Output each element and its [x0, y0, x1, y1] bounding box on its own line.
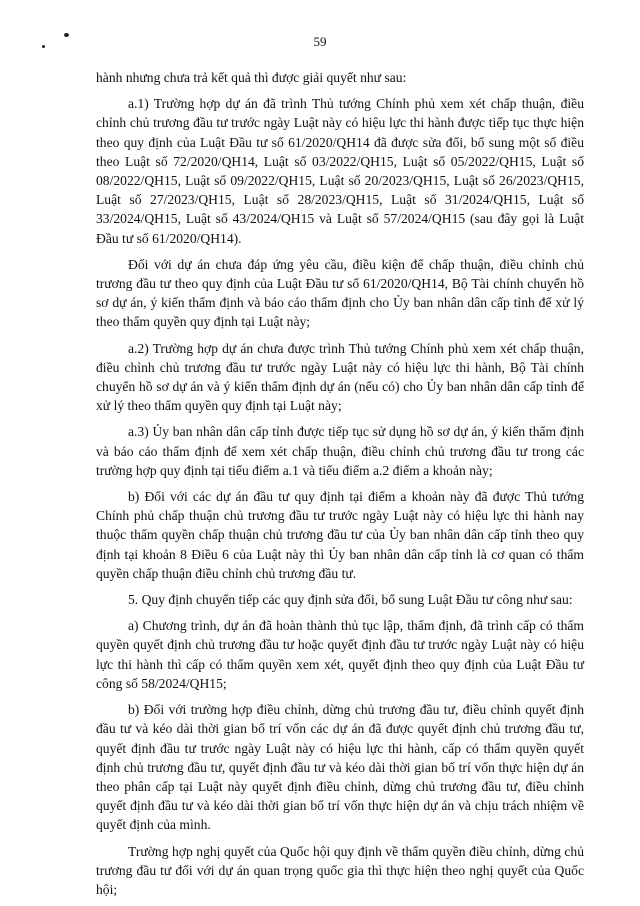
paragraph-5a: a) Chương trình, dự án đã hoàn thành thủ tục lập, thẩm định, đã trình cấp có thẩm quyền quyết định chủ trương đầu tư hoặc quyết định đầu tư trước ngày Luật này có hiệu lực thi hành thì cấp có thẩm quyền xem xét, quyết định theo quy định của Luật Đầu tư công số 58/2024/QH15;: [96, 618, 584, 691]
paragraph-national-assembly: Trường hợp nghị quyết của Quốc hội quy định về thẩm quyền điều chỉnh, dừng chủ trương đầu tư đối với dự án quan trọng quốc gia thì thực hiện theo nghị quyết của Quốc hội;: [96, 843, 584, 897]
paragraph-a1-unqualified-projects: Đối với dự án chưa đáp ứng yêu cầu, điều kiện để chấp thuận, điều chỉnh chủ trương đầu tư theo quy định của Luật Đầu tư số 61/2020/QH14, Bộ Tài chính chuyển hồ sơ dự án, ý kiến thẩm định và báo cáo thẩm định cho Ủy ban nhân dân cấp tỉnh để xử lý theo thẩm quyền quy định tại Luật này;: [96, 256, 584, 330]
paragraph-a2: a.2) Trường hợp dự án chưa được trình Thủ tướng Chính phủ xem xét chấp thuận, điều chỉnh chủ trương đầu tư trước ngày Luật này có hiệu lực thi hành, Bộ Tài chính chuyển hồ sơ dự án và ý kiến thẩm định dự án (nếu có) cho Ủy ban nhân dân cấp tỉnh để xử lý theo thẩm quyền quy định tại Luật này;: [96, 340, 584, 414]
paragraph-continuation: hành nhưng chưa trả kết quả thì được giải quyết như sau:: [96, 70, 407, 85]
document-body: [96, 68, 584, 906]
paragraph-a3: a.3) Ủy ban nhân dân cấp tỉnh được tiếp tục sử dụng hồ sơ dự án, ý kiến thẩm định và báo cáo thẩm định để xem xét chấp thuận, điều chỉnh chủ trương đầu tư trong các trường hợp quy định tại tiểu điểm a.1 và tiểu điểm a.2 điểm a khoản này;: [96, 424, 584, 478]
paragraph-a1: a.1) Trường hợp dự án đã trình Thủ tướng Chính phủ xem xét chấp thuận, điều chỉnh chủ trương đầu tư trước ngày Luật này có hiệu lực thi hành được tiếp tục thực hiện theo quy định của Luật Đầu tư số 61/2020/QH14 đã được sửa đổi, bổ sung một số điều theo Luật số 72/2020/QH14, Luật số 03/2022/QH15, Luật số 05/2022/QH15, Luật số 08/2022/QH15, Luật số 09/2022/QH15, Luật số 20/2023/QH15, Luật số 26/2023/QH15, Luật số 27/2023/QH15, Luật số 28/2023/QH15, Luật số 31/2024/QH15, Luật số 33/2024/QH15, Luật số 43/2024/QH15 và Luật số 57/2024/QH15 (sau đây gọi là Luật Đầu tư số 61/2020/QH14).: [96, 96, 584, 246]
paragraph-clause-5: 5. Quy định chuyển tiếp các quy định sửa đổi, bổ sung Luật Đầu tư công như sau:: [128, 592, 573, 608]
paragraph-5b: b) Đối với trường hợp điều chỉnh, dừng chủ trương đầu tư, điều chỉnh quyết định đầu tư và kéo dài thời gian bố trí vốn các dự án đã được quyết định chủ trương đầu tư, quyết định đầu tư trước ngày Luật này có hiệu lực thi hành, cấp có thẩm quyền quyết định chủ trương đầu tư, quyết định đầu tư và kéo dài thời gian bố trí vốn thực hiện dự án theo phân cấp tại Luật này quyết định điều chỉnh, dừng chủ trương đầu tư, điều chỉnh quyết định đầu tư và kéo dài thời gian bố trí vốn thực hiện dự án và chịu trách nhiệm về quyết định của mình.: [96, 702, 584, 833]
paragraph-b-investment: b) Đối với các dự án đầu tư quy định tại điểm a khoản này đã được Thủ tướng Chính phủ chấp thuận chủ trương đầu tư trước ngày Luật này có hiệu lực thi hành nay thuộc thẩm quyền chấp thuận chủ trương đầu tư của Ủy ban nhân dân cấp tỉnh theo quy định tại khoản 8 Điều 6 của Luật này thì Ủy ban nhân dân cấp tỉnh là cơ quan có thẩm quyền chấp thuận điều chỉnh chủ trương đầu tư.: [96, 489, 584, 581]
page-number: 59: [313, 34, 327, 49]
